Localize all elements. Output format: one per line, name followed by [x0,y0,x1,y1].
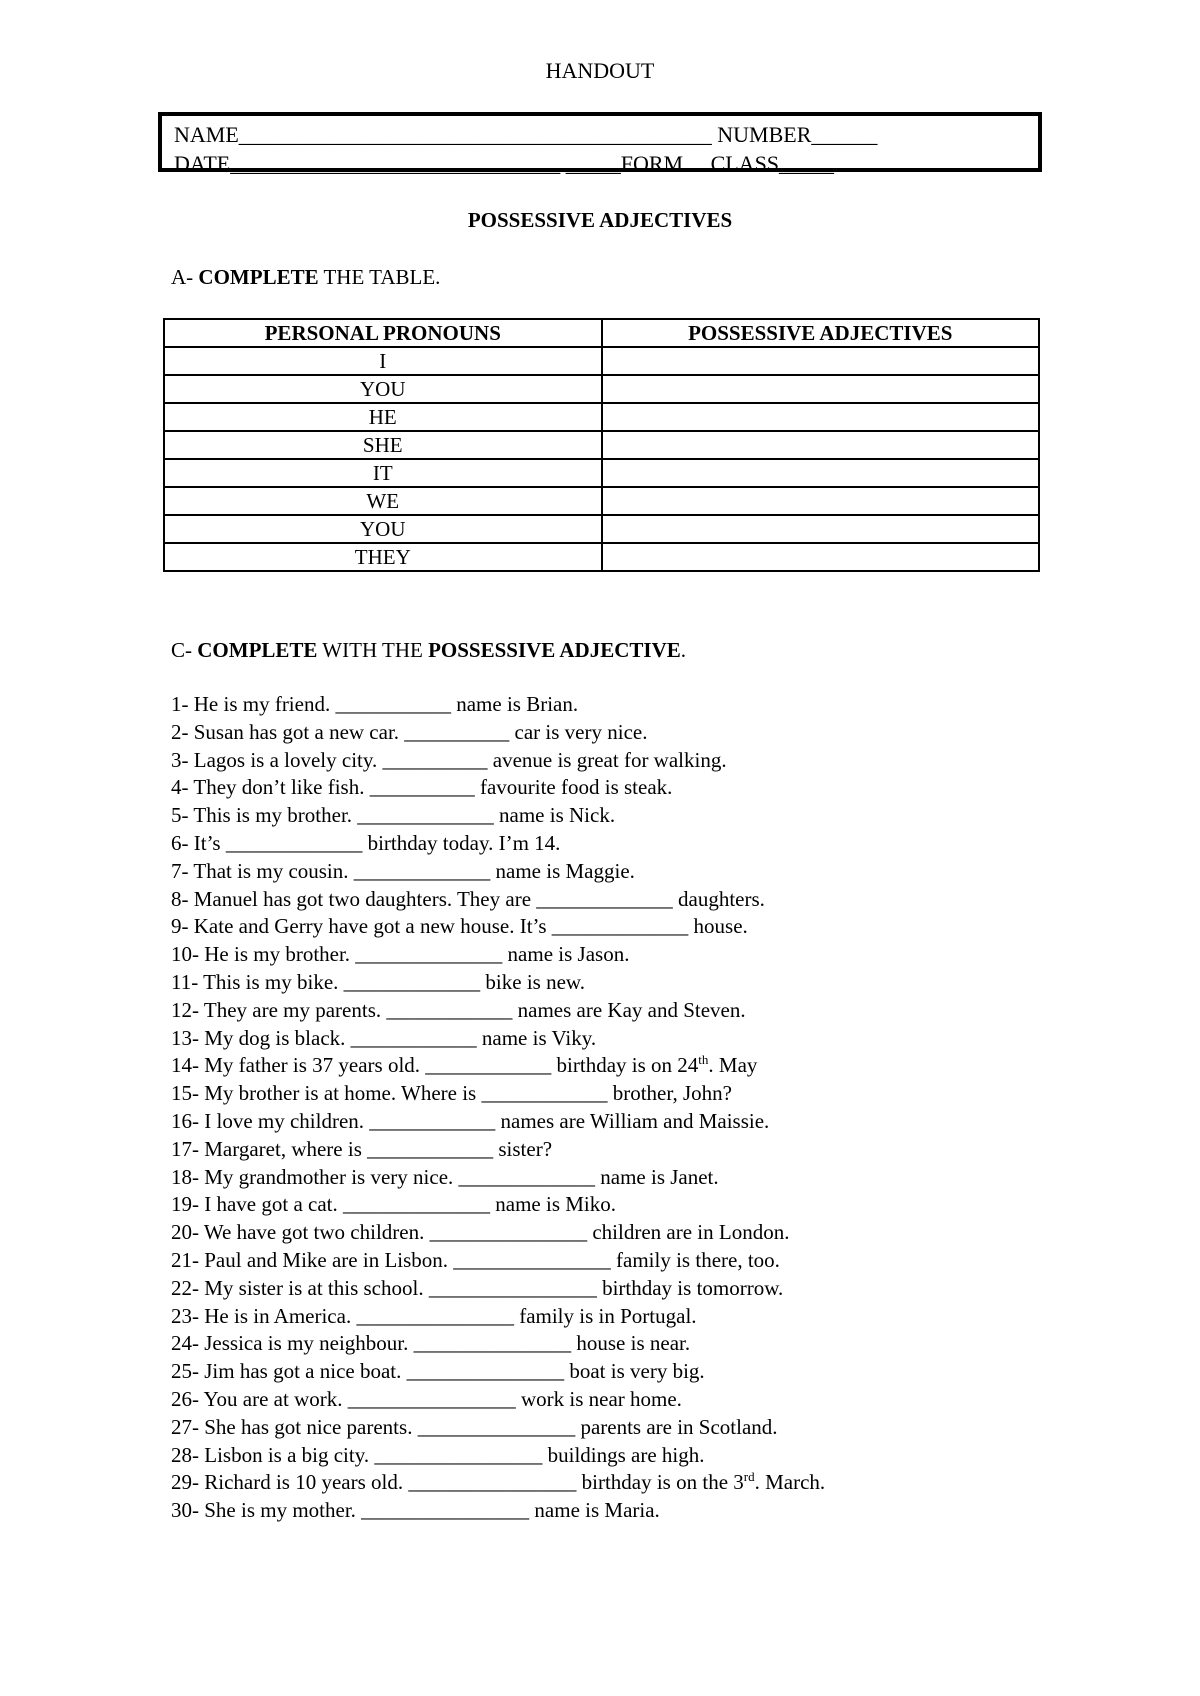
exercise-item[interactable]: 28- Lisbon is a big city. ________________ buildings are high. [171,1442,705,1467]
exercise-item[interactable]: 15- My brother is at home. Where is ____________ brother, John? [171,1081,733,1106]
table-row [164,515,1039,543]
header-possessive-adjectives: POSSESSIVE ADJECTIVES [602,319,1040,347]
exercise-item[interactable]: 6- It’s _____________ birthday today. I’m 14. [171,830,561,855]
pronoun-cell: YOU [164,375,602,403]
exercise-item[interactable]: 10- He is my brother. ______________ name is Jason. [171,942,630,967]
exercise-item[interactable]: 21- Paul and Mike are in Lisbon. _______________ family is there, too. [171,1247,780,1272]
table-row [164,487,1039,515]
pronoun-cell: SHE [164,431,602,459]
exercise-item[interactable]: 9- Kate and Gerry have got a new house. It’s _____________ house. [171,914,748,939]
exercise-item[interactable]: 17- Margaret, where is ____________ sister? [171,1136,553,1161]
answer-cell[interactable] [602,431,1040,459]
table-row [164,347,1039,375]
exercise-item[interactable]: 27- She has got nice parents. _______________ parents are in Scotland. [171,1414,778,1439]
table-row [164,459,1039,487]
pronoun-table [163,318,1040,572]
exercise-item[interactable]: 5- This is my brother. _____________ name is Nick. [171,803,616,828]
table-row [164,543,1039,571]
exercise-item[interactable]: 1- He is my friend. ___________ name is Brian. [171,692,579,716]
exercise-item[interactable]: 11- This is my bike. _____________ bike is new. [171,969,585,994]
table-row [164,431,1039,459]
exercise-item[interactable]: 23- He is in America. _______________ family is in Portugal. [171,1303,697,1328]
exercise-item[interactable]: 16- I love my children. ____________ names are William and Maissie. [171,1108,770,1133]
answer-cell[interactable] [602,375,1040,403]
answer-cell[interactable] [602,459,1040,487]
exercise-item[interactable]: 25- Jim has got a nice boat. _______________ boat is very big. [171,1359,705,1384]
exercise-item[interactable]: 26- You are at work. ________________ work is near home. [171,1386,682,1411]
exercise-item[interactable]: 19- I have got a cat. ______________ name is Miko. [171,1192,616,1217]
exercise-item[interactable]: 14- My father is 37 years old. ____________ birthday is on 24th. May [171,1052,758,1078]
exercise-item[interactable]: 30- She is my mother. ________________ name is Maria. [171,1498,660,1523]
exercise-item[interactable]: 29- Richard is 10 years old. ________________ birthday is on the 3rd. March. [171,1469,826,1495]
superscript-rd: rd [743,1469,755,1485]
pronoun-cell: YOU [164,515,602,543]
exercise-item[interactable]: 20- We have got two children. _______________ children are in London. [171,1220,790,1245]
header-personal-pronouns: PERSONAL PRONOUNS [164,319,602,347]
exercise-item[interactable]: 2- Susan has got a new car. __________ car is very nice. [171,719,648,744]
pronoun-cell: WE [164,487,602,515]
table-row [164,375,1039,403]
pronoun-cell: I [164,347,602,375]
answer-cell[interactable] [602,347,1040,375]
topic-title: POSSESSIVE ADJECTIVES [467,208,733,232]
exercise-item[interactable]: 4- They don’t like fish. __________ favourite food is steak. [171,775,673,800]
exercise-item[interactable]: 22- My sister is at this school. ________________ birthday is tomorrow. [171,1275,784,1300]
section-a-heading: A- COMPLETE THE TABLE. [171,265,441,289]
date-line[interactable]: DATE______________________________ _____FORM CLASS_____ [174,151,835,176]
pronoun-cell: IT [164,459,602,487]
superscript-th: th [698,1052,709,1068]
pronoun-cell: HE [164,403,602,431]
exercise-item[interactable]: 18- My grandmother is very nice. _____________ name is Janet. [171,1164,719,1189]
table-row [164,403,1039,431]
exercise-item[interactable]: 24- Jessica is my neighbour. _______________ house is near. [171,1331,691,1356]
exercise-item[interactable]: 8- Manuel has got two daughters. They are _____________ daughters. [171,886,765,911]
exercise-item[interactable]: 3- Lagos is a lovely city. __________ avenue is great for walking. [171,747,727,772]
page-title: HANDOUT [545,58,655,83]
answer-cell[interactable] [602,403,1040,431]
name-line[interactable]: NAME___________________________________________ NUMBER______ [174,122,878,147]
pronoun-cell: THEY [164,543,602,571]
exercise-item[interactable]: 12- They are my parents. ____________ names are Kay and Steven. [171,997,746,1022]
exercise-item[interactable]: 13- My dog is black. ____________ name is Viky. [171,1025,597,1050]
answer-cell[interactable] [602,543,1040,571]
answer-cell[interactable] [602,515,1040,543]
student-info-box [158,112,1042,176]
exercise-list [171,691,825,1525]
section-c-heading: C- COMPLETE WITH THE POSSESSIVE ADJECTIVE. [171,638,686,662]
answer-cell[interactable] [602,487,1040,515]
exercise-item[interactable]: 7- That is my cousin. _____________ name is Maggie. [171,858,635,883]
